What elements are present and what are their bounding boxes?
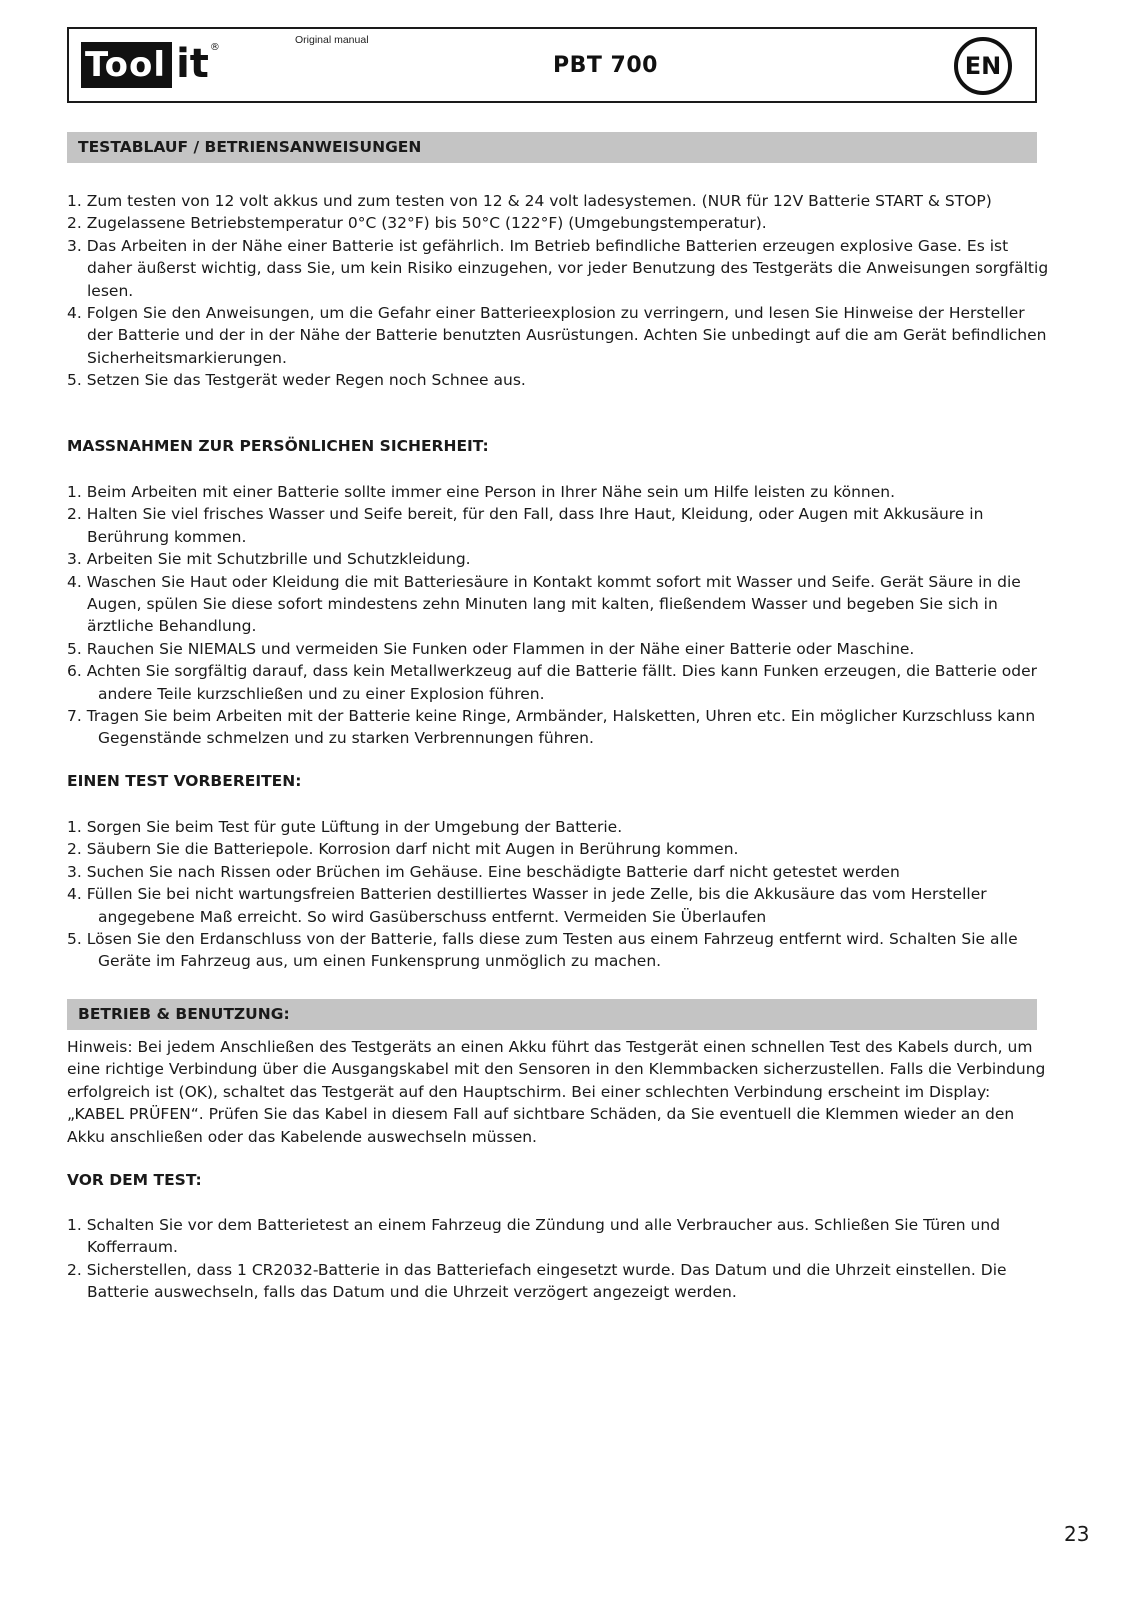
test-vorbereiten-list (67, 816, 1052, 973)
list-item: 3. Arbeiten Sie mit Schutzbrille und Schutzkleidung. (67, 550, 471, 569)
model-title: PBT 700 (553, 53, 658, 78)
testablauf-list (67, 190, 1052, 392)
list-item: 7. Tragen Sie beim Arbeiten mit der Batterie keine Ringe, Armbänder, Halsketten, Uhren etc. Ein möglicher Kurzschluss kann Gegenstände schmelzen und zu starken Verbrennungen führen. (67, 707, 1036, 748)
list-item: 2. Sicherstellen, dass 1 CR2032-Batterie in das Batteriefach eingesetzt wurde. Das Datum und die Uhrzeit einstellen. Die Batterie auswechseln, falls das Datum und die Uhrzeit verzögert angezeigt werden. (67, 1260, 1007, 1302)
list-item: 5. Rauchen Sie NIEMALS und vermeiden Sie Funken oder Flammen in der Nähe einer Batterie oder Maschine. (67, 639, 915, 658)
page-number: 23 (1064, 1522, 1090, 1546)
list-item: 4. Füllen Sie bei nicht wartungsfreien Batterien destilliertes Wasser in jede Zelle, bis die Akkusäure das vom Hersteller angegebene Maß erreicht. So wird Gasüberschuss entfernt. Vermeiden Sie Überlaufen (67, 885, 987, 926)
original-manual-label: Original manual (295, 34, 369, 46)
section-heading-vor-dem-test: VOR DEM TEST: (67, 1171, 202, 1189)
betrieb-paragraph: Hinweis: Bei jedem Anschließen des Testgeräts an einen Akku führt das Testgerät einen schnellen Test des Kabels durch, um eine richtige Verbindung über die Ausgangskabel mit den Sensoren in den Klemmbacken sicherzustellen. Falls die Verbindung erfolgreich ist (OK), schaltet das Testgerät auf den Hauptschirm. Bei einer schlechten Verbindung erscheint im Display: „KABEL PRÜFEN“. Prüfen Sie das Kabel in diesem Fall auf sichtbare Schäden, da Sie eventuell die Klemmen wieder an den Akku anschließen oder das Kabelende auswechseln müssen. (67, 1038, 1046, 1146)
list-item: 3. Das Arbeiten in der Nähe einer Batterie ist gefährlich. Im Betrieb befindliche Batterien erzeugen explosive Gase. Es ist daher äußerst wichtig, dass Sie, um kein Risiko einzugehen, vor jeder Benutzung des Testgeräts die Anweisungen sorgfältig lesen. (67, 236, 1049, 300)
list-item: 4. Folgen Sie den Anweisungen, um die Gefahr einer Batterieexplosion zu verringern, und lesen Sie Hinweise der Hersteller der Batterie und der in der Nähe der Batterie benutzten Ausrüstungen. Achten Sie unbedingt auf die am Gerät befindlichen Sicherheitsmarkierungen. (67, 304, 1047, 367)
list-item: 2. Zugelassene Betriebstemperatur 0°C (32°F) bis 50°C (122°F) (Umgebungstemperatur). (67, 214, 767, 233)
list-item: 2. Halten Sie viel frisches Wasser und Seife bereit, für den Fall, dass Ihre Haut, Kleidung, oder Augen mit Akkusäure in Berührung kommen. (67, 505, 984, 546)
page-header (67, 27, 1037, 103)
list-item: 5. Lösen Sie den Erdanschluss von der Batterie, falls diese zum Testen aus einem Fahrzeug entfernt wird. Schalten Sie alle Geräte im Fahrzeug aus, um einen Funkensprung unmöglich zu machen. (67, 930, 1018, 971)
list-item: 4. Waschen Sie Haut oder Kleidung die mit Batteriesäure in Kontakt kommt sofort mit Wasser und Seife. Gerät Säure in die Augen, spülen Sie diese sofort mindestens zehn Minuten lang mit kalten, fließendem Wasser und begeben Sie sich in ärztliche Behandlung. (67, 572, 1021, 636)
language-badge: EN (954, 37, 1012, 95)
list-item: 2. Säubern Sie die Batteriepole. Korrosion darf nicht mit Augen in Berührung kommen. (67, 840, 739, 859)
section-heading-test-vorbereiten: EINEN TEST VORBEREITEN: (67, 772, 302, 790)
logo-it-text: it (176, 41, 209, 87)
logo-tool-text: Tool (81, 42, 172, 88)
list-item: 5. Setzen Sie das Testgerät weder Regen noch Schnee aus. (67, 371, 526, 390)
list-item: 1. Sorgen Sie beim Test für gute Lüftung in der Umgebung der Batterie. (67, 818, 623, 836)
list-item: 1. Schalten Sie vor dem Batterietest an einem Fahrzeug die Zündung und alle Verbraucher aus. Schließen Sie Türen und Kofferraum. (67, 1216, 1001, 1257)
list-item: 1. Beim Arbeiten mit einer Batterie sollte immer eine Person in Ihrer Nähe sein um Hilfe leisten zu können. (67, 483, 896, 501)
logo-registered-mark: ® (209, 42, 220, 53)
toolit-logo (81, 42, 220, 94)
section-heading-betrieb: BETRIEB & BENUTZUNG: (67, 999, 1037, 1030)
section-heading-testablauf: TESTABLAUF / BETRIENSANWEISUNGEN (67, 132, 1037, 163)
section-heading-sicherheit: MASSNAHMEN ZUR PERSÖNLICHEN SICHERHEIT: (67, 437, 489, 455)
list-item: 1. Zum testen von 12 volt akkus und zum testen von 12 & 24 volt ladesystemen. (NUR für 12V Batterie START & STOP) (67, 192, 992, 210)
sicherheit-list (67, 481, 1052, 750)
list-item: 3. Suchen Sie nach Rissen oder Brüchen im Gehäuse. Eine beschädigte Batterie darf nicht getestet werden (67, 862, 900, 881)
list-item: 6. Achten Sie sorgfältig darauf, dass kein Metallwerkzeug auf die Batterie fällt. Dies kann Funken erzeugen, die Batterie oder andere Teile kurzschließen und zu einer Explosion führen. (67, 662, 1037, 703)
vor-dem-test-list (67, 1214, 1052, 1304)
